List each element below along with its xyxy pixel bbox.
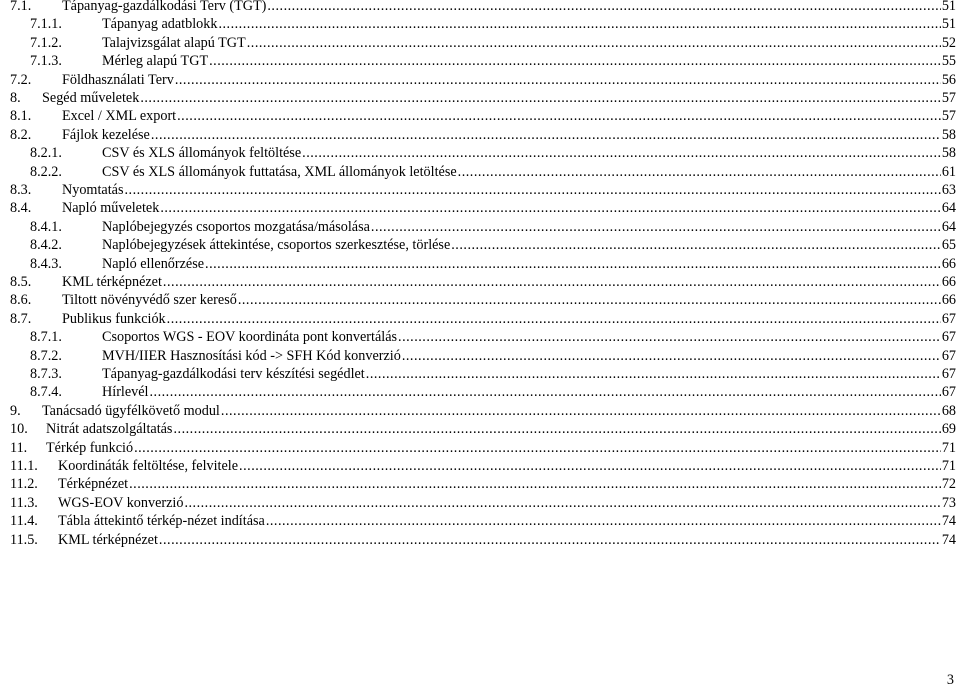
toc-entry-number: 8.1. xyxy=(10,108,32,125)
toc-entry-number: 7.2. xyxy=(10,71,32,88)
toc-entry-title: Hírlevél xyxy=(102,384,149,401)
toc-entry-title: MVH/IIER Hasznosítási kód -> SFH Kód konverzió xyxy=(102,347,401,364)
toc-entry-page: 72 xyxy=(941,476,956,493)
dot-leader xyxy=(160,199,941,217)
toc-entry-page: 66 xyxy=(941,255,956,272)
dot-leader xyxy=(134,439,941,457)
toc-entry-page: 56 xyxy=(941,71,956,88)
toc-entry-title: Nyomtatás xyxy=(62,182,124,198)
toc-entry-number: 8.6. xyxy=(10,292,32,309)
dot-leader xyxy=(218,15,940,33)
toc-entry-number: 8.2. xyxy=(10,126,32,143)
toc-entry[interactable] xyxy=(10,71,956,89)
page-number: 3 xyxy=(946,672,954,688)
dot-leader xyxy=(167,310,941,328)
toc-entry-number: 11.5. xyxy=(10,531,38,548)
toc-entry[interactable] xyxy=(10,126,956,144)
toc-entry-number: 10. xyxy=(10,421,28,438)
toc-entry-page: 51 xyxy=(941,16,956,33)
dot-leader xyxy=(266,512,941,530)
toc-entry[interactable] xyxy=(10,89,956,107)
toc-entry-page: 61 xyxy=(941,163,956,180)
toc-entry-title: KML térképnézet xyxy=(62,274,162,290)
toc-entry[interactable] xyxy=(10,475,956,493)
dot-leader xyxy=(366,365,941,383)
dot-leader xyxy=(458,163,941,181)
toc-entry-page: 63 xyxy=(941,182,956,198)
dot-leader xyxy=(140,89,941,107)
toc-entry-page: 66 xyxy=(941,274,956,290)
toc-entry-number: 11.2. xyxy=(10,476,38,493)
dot-leader xyxy=(451,236,941,254)
toc-entry[interactable] xyxy=(10,457,956,475)
toc-entry-page: 67 xyxy=(941,310,956,327)
toc-entry-title: Térképnézet xyxy=(58,476,129,493)
toc-entry[interactable] xyxy=(30,52,956,70)
toc-entry-page: 51 xyxy=(941,0,956,14)
toc-entry-page: 67 xyxy=(941,329,956,346)
dot-leader xyxy=(402,347,941,365)
toc-entry-number: 8.4. xyxy=(10,200,32,217)
toc-entry-number: 7.1.1. xyxy=(30,16,62,33)
dot-leader xyxy=(173,420,940,438)
toc-entry[interactable] xyxy=(10,181,956,199)
toc-entry[interactable] xyxy=(10,402,956,420)
toc-entry[interactable] xyxy=(10,512,956,530)
dot-leader xyxy=(209,52,941,70)
toc-entry[interactable] xyxy=(30,163,956,181)
toc-entry-title: Publikus funkciók xyxy=(62,310,166,327)
toc-entry-number: 8.3. xyxy=(10,182,32,198)
toc-entry[interactable] xyxy=(30,236,956,254)
toc-entry-title: Naplóbejegyzés csoportos mozgatása/másolása xyxy=(102,218,370,235)
toc-entry[interactable] xyxy=(30,218,956,236)
dot-leader xyxy=(184,494,940,512)
toc-entry-number: 8.7. xyxy=(10,310,32,327)
toc-entry-page: 67 xyxy=(941,347,956,364)
dot-leader xyxy=(129,475,941,493)
toc-entry-page: 64 xyxy=(941,200,956,217)
toc-entry-number: 8.2.1. xyxy=(30,145,62,162)
dot-leader xyxy=(247,34,941,52)
dot-leader xyxy=(149,383,940,401)
toc-entry[interactable] xyxy=(30,34,956,52)
toc-entry-title: CSV és XLS állományok futtatása, XML állományok letöltése xyxy=(102,163,457,180)
toc-entry-title: Koordináták feltöltése, felvitele xyxy=(58,458,239,474)
toc-entry[interactable] xyxy=(30,328,956,346)
toc-entry[interactable] xyxy=(10,0,956,15)
toc-entry-page: 67 xyxy=(941,384,956,401)
toc-entry-title: Talajvizsgálat alapú TGT xyxy=(102,34,246,51)
dot-leader xyxy=(302,144,941,162)
toc-entry-number: 11.1. xyxy=(10,458,38,474)
toc-entry-number: 8.7.3. xyxy=(30,366,62,382)
toc-entry-title: Földhasználati Terv xyxy=(62,71,174,88)
toc-entry-title: Excel / XML export xyxy=(62,108,177,125)
toc-entry-page: 67 xyxy=(941,366,956,382)
toc-entry-title: Tábla áttekintő térkép-nézet indítása xyxy=(58,513,265,530)
dot-leader xyxy=(159,531,941,549)
toc-entry-number: 8.7.2. xyxy=(30,347,62,364)
toc-entry-title: Csoportos WGS - EOV koordináta pont konvertálás xyxy=(102,329,398,346)
toc-entry-number: 7.1.2. xyxy=(30,34,62,51)
toc-entry-page: 64 xyxy=(941,218,956,235)
toc-entry-page: 69 xyxy=(941,421,956,438)
toc-entry-title: Napló ellenőrzése xyxy=(102,255,205,272)
dot-leader xyxy=(398,328,941,346)
toc-entry[interactable] xyxy=(10,310,956,328)
toc-entry-number: 8.4.3. xyxy=(30,255,62,272)
toc-entry-page: 65 xyxy=(941,237,956,254)
toc-entry[interactable] xyxy=(10,420,956,438)
toc-entry[interactable] xyxy=(30,255,956,273)
toc-entry[interactable] xyxy=(10,439,956,457)
toc-entry-page: 58 xyxy=(941,126,956,143)
toc-entry-title: Fájlok kezelése xyxy=(62,126,150,143)
toc-entry-page: 57 xyxy=(941,108,956,125)
toc-entry-title: CSV és XLS állományok feltöltése xyxy=(102,145,302,162)
toc-entry[interactable] xyxy=(30,383,956,401)
toc-entry-page: 73 xyxy=(941,494,956,511)
dot-leader xyxy=(371,218,941,236)
toc-entry-number: 7.1.3. xyxy=(30,53,62,70)
toc-entry-title: KML térképnézet xyxy=(58,531,158,548)
dot-leader xyxy=(175,71,941,89)
toc-entry-number: 8.2.2. xyxy=(30,163,62,180)
dot-leader xyxy=(239,457,941,475)
dot-leader xyxy=(163,273,941,291)
toc-entry-title: Térkép funkció xyxy=(46,439,134,456)
toc-entry-number: 8. xyxy=(10,90,21,106)
toc-entry-number: 8.7.4. xyxy=(30,384,62,401)
dot-leader xyxy=(238,291,941,309)
toc-entry[interactable] xyxy=(10,531,956,549)
toc-entry[interactable] xyxy=(10,291,956,309)
dot-leader xyxy=(151,126,941,144)
toc-entry-number: 9. xyxy=(10,402,21,419)
dot-leader xyxy=(267,0,940,15)
toc-entry-title: Tiltott növényvédő szer kereső xyxy=(62,292,237,309)
toc-entry-title: Nitrát adatszolgáltatás xyxy=(46,421,173,438)
toc-entry[interactable] xyxy=(10,273,956,291)
toc-entry-title: Tápanyag-gazdálkodási terv készítési segédlet xyxy=(102,366,365,382)
toc-entry-title: WGS-EOV konverzió xyxy=(58,494,184,511)
toc-entry[interactable] xyxy=(30,15,956,33)
toc-entry-page: 55 xyxy=(941,53,956,70)
toc-entry-title: Napló műveletek xyxy=(62,200,160,217)
toc-entry-number: 11.4. xyxy=(10,513,38,530)
toc-entry-number: 7.1. xyxy=(10,0,32,14)
dot-leader xyxy=(177,107,941,125)
dot-leader xyxy=(124,181,940,199)
toc-entry[interactable] xyxy=(30,347,956,365)
toc-entry[interactable] xyxy=(30,365,956,383)
toc-entry-number: 8.7.1. xyxy=(30,329,62,346)
toc-entry-title: Tápanyag adatblokk xyxy=(102,16,218,33)
toc-entry[interactable] xyxy=(10,107,956,125)
toc-entry-page: 68 xyxy=(941,402,956,419)
toc-entry-number: 11.3. xyxy=(10,494,38,511)
toc-entry-page: 66 xyxy=(941,292,956,309)
toc-entry[interactable] xyxy=(10,199,956,217)
toc-entry[interactable] xyxy=(10,494,956,512)
toc-entry-number: 8.4.2. xyxy=(30,237,62,254)
toc-entry-page: 57 xyxy=(941,90,956,106)
toc-entry-page: 71 xyxy=(941,439,956,456)
toc-entry-number: 8.4.1. xyxy=(30,218,62,235)
toc-entry-page: 71 xyxy=(941,458,956,474)
toc-entry-page: 58 xyxy=(941,145,956,162)
toc-entry-title: Naplóbejegyzések áttekintése, csoportos szerkesztése, törlése xyxy=(102,237,451,254)
toc-entry-number: 11. xyxy=(10,439,28,456)
toc-entry-page: 52 xyxy=(941,34,956,51)
dot-leader xyxy=(221,402,941,420)
toc-entry-title: Tápanyag-gazdálkodási Terv (TGT) xyxy=(62,0,267,14)
toc-entry[interactable] xyxy=(30,144,956,162)
toc-entry-page: 74 xyxy=(941,513,956,530)
toc-entry-title: Mérleg alapú TGT xyxy=(102,53,209,70)
toc-entry-number: 8.5. xyxy=(10,274,32,290)
dot-leader xyxy=(205,255,941,273)
toc-entry-title: Tanácsadó ügyfélkövető modul xyxy=(42,402,220,419)
toc-entry-title: Segéd műveletek xyxy=(42,90,140,106)
toc-entry-page: 74 xyxy=(941,531,956,548)
